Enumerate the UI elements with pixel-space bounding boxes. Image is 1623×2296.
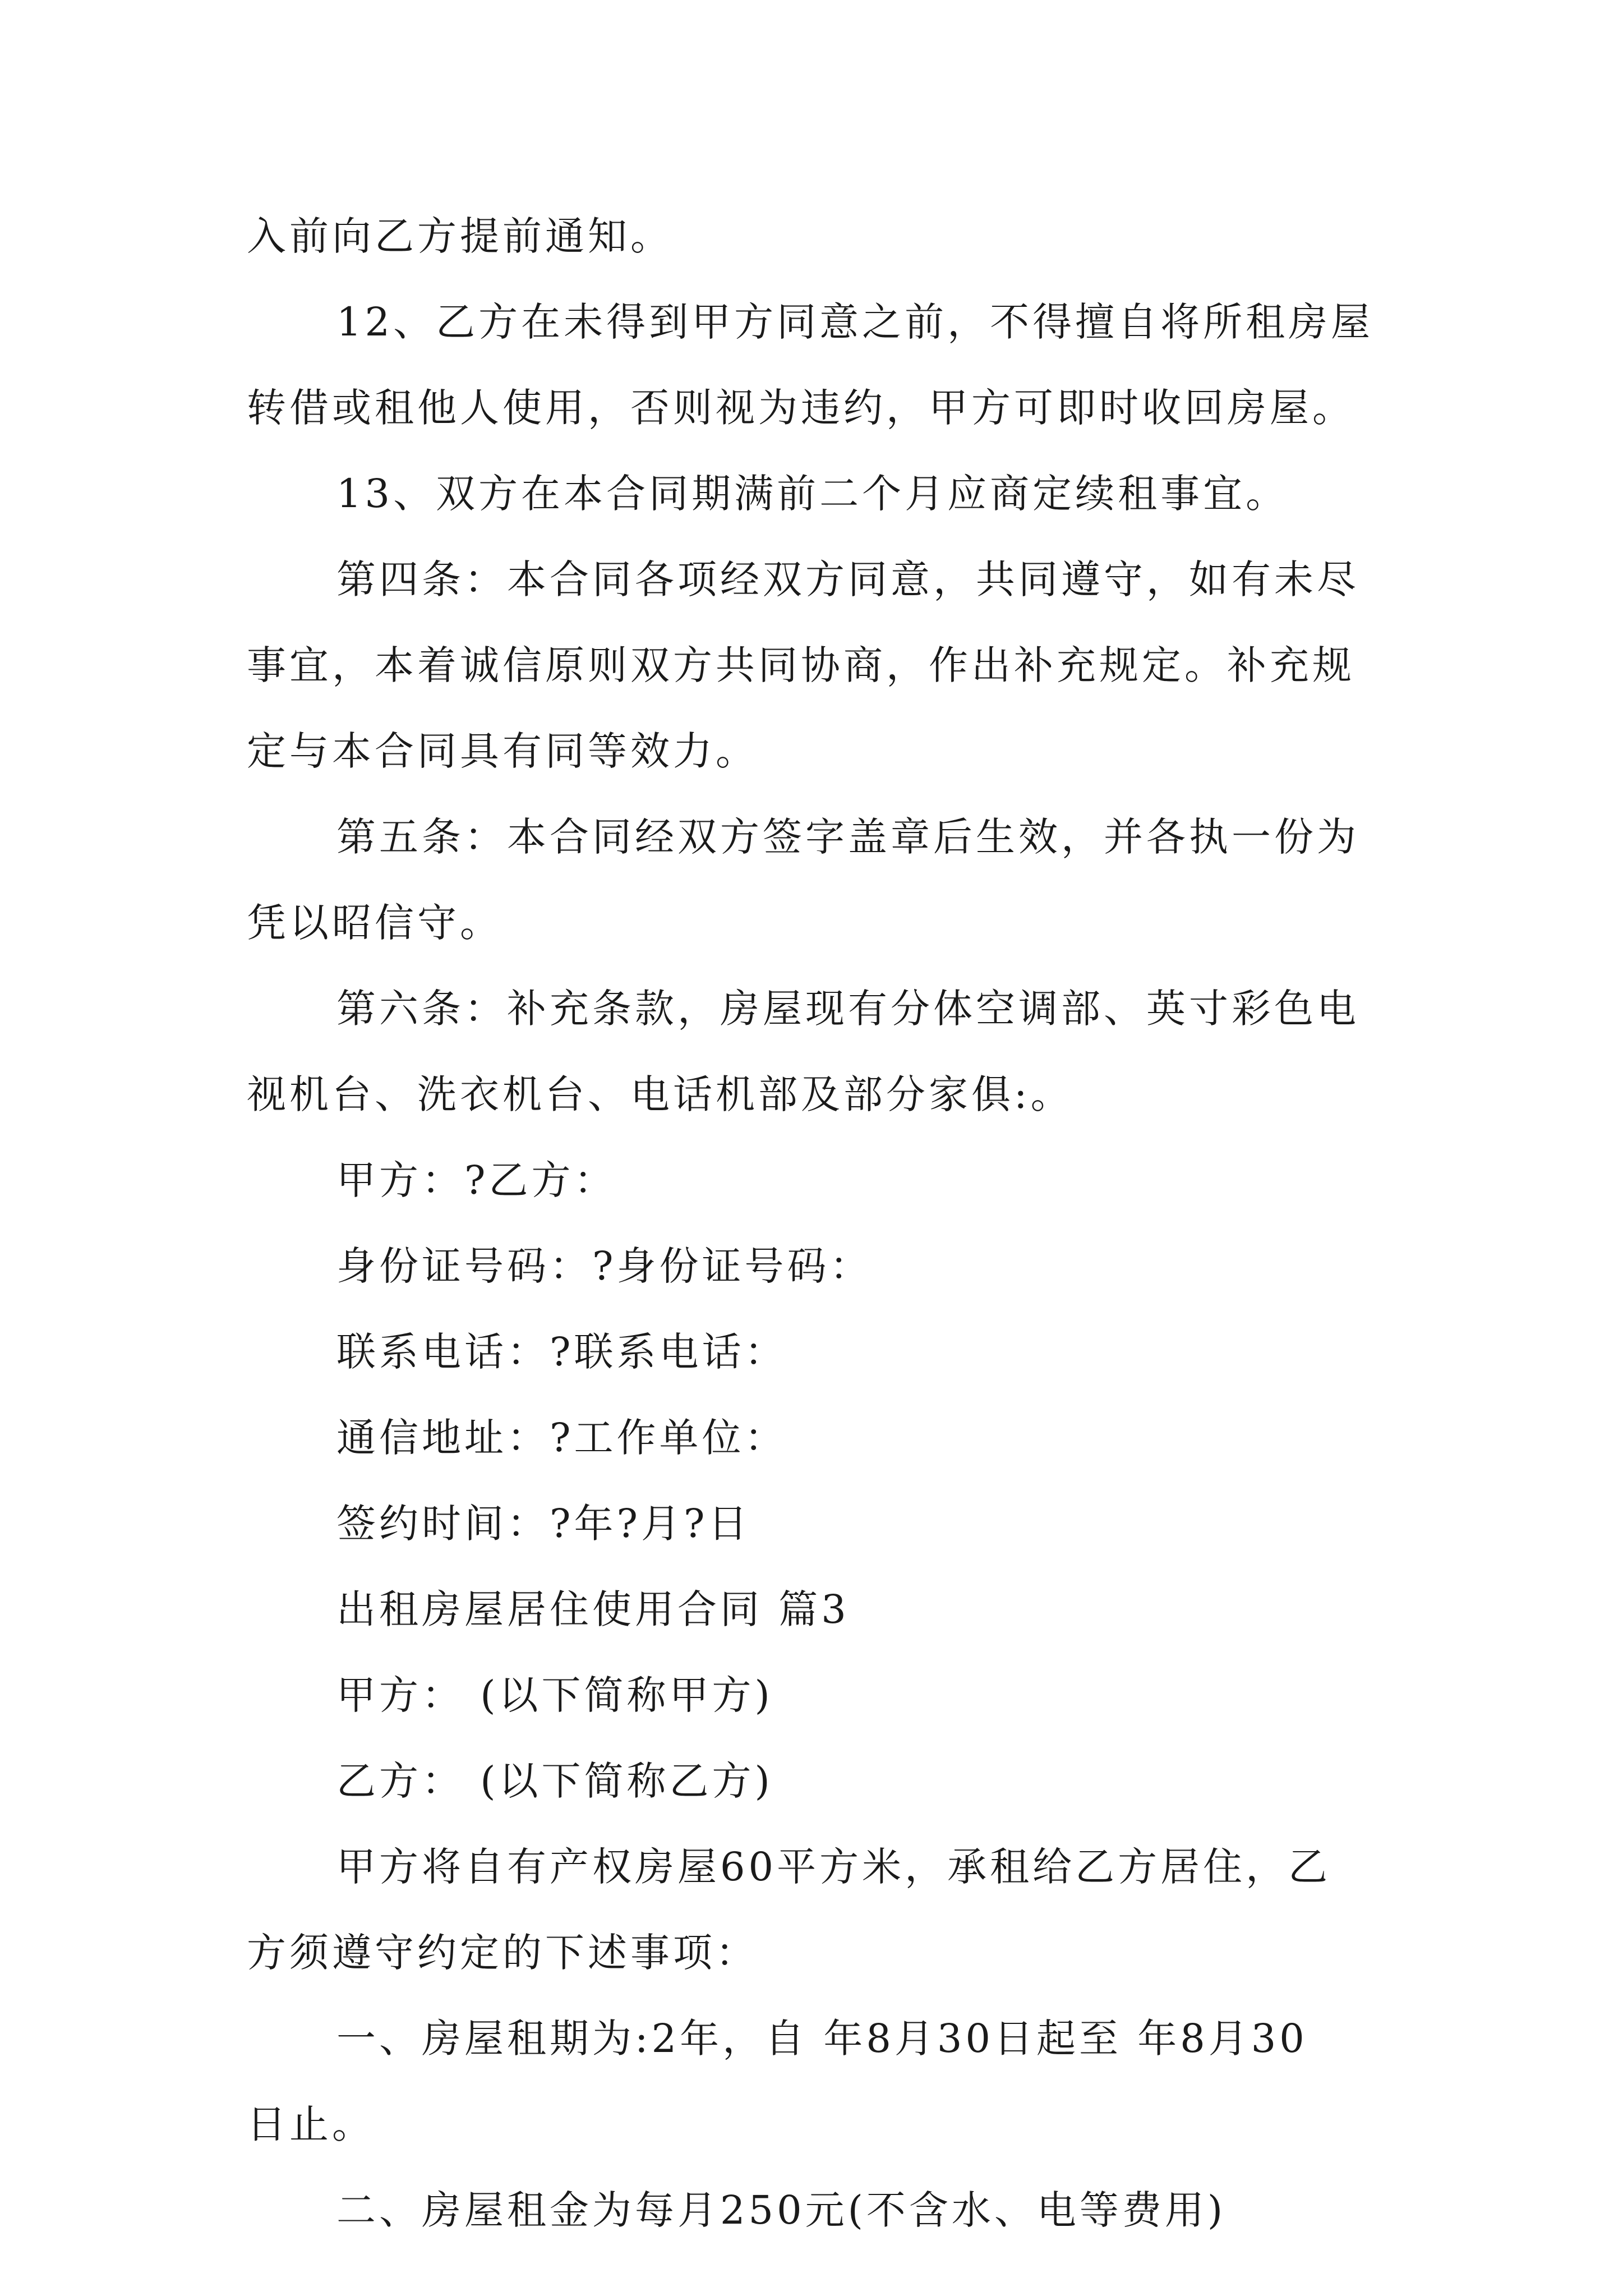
text-line: 12、乙方在未得到甲方同意之前，不得擅自将所租房屋 — [336, 299, 1374, 345]
text-line: 二、房屋租金为每月250元(不含水、电等费用) — [336, 2187, 1227, 2233]
text-line: 凭以昭信守。 — [247, 900, 502, 946]
document-body — [247, 194, 1391, 2253]
text-line: 方须遵守约定的下述事项： — [247, 1930, 758, 1976]
text-line: 第六条：补充条款，房屋现有分体空调部、英寸彩色电 — [336, 986, 1359, 1032]
text-line: 事宜，本着诚信原则双方共同协商，作出补充规定。补充规 — [247, 642, 1355, 688]
text-line: 一、房屋租期为:2年，自 年8月30日起至 年8月30 — [336, 2016, 1308, 2062]
text-line: 甲方将自有产权房屋60平方米，承租给乙方居住，乙 — [336, 1844, 1331, 1890]
text-line: 日止。 — [247, 2101, 375, 2147]
signature-line: 签约时间：?年?月?日 — [336, 1501, 751, 1547]
text-line: 入前向乙方提前通知。 — [247, 213, 673, 259]
text-line: 转借或租他人使用，否则视为违约，甲方可即时收回房屋。 — [247, 385, 1355, 431]
signature-line: 通信地址：?工作单位： — [336, 1415, 787, 1461]
signature-line: 联系电话：?联系电话： — [336, 1329, 787, 1375]
party-line: 乙方： (以下简称乙方) — [336, 1758, 773, 1804]
party-line: 甲方： (以下简称甲方) — [336, 1672, 773, 1718]
signature-line: 甲方：?乙方： — [336, 1157, 617, 1203]
signature-line: 身份证号码：?身份证号码： — [336, 1243, 873, 1289]
text-line: 13、双方在本合同期满前二个月应商定续租事宜。 — [336, 471, 1289, 517]
section-heading: 出租房屋居住使用合同 篇3 — [336, 1586, 850, 1632]
text-line: 视机台、洗衣机台、电话机部及部分家俱:。 — [247, 1071, 1073, 1117]
text-line: 定与本合同具有同等效力。 — [247, 728, 758, 774]
text-line: 第四条：本合同各项经双方同意，共同遵守，如有未尽 — [336, 556, 1359, 602]
text-line: 第五条：本合同经双方签字盖章后生效，并各执一份为 — [336, 814, 1359, 860]
